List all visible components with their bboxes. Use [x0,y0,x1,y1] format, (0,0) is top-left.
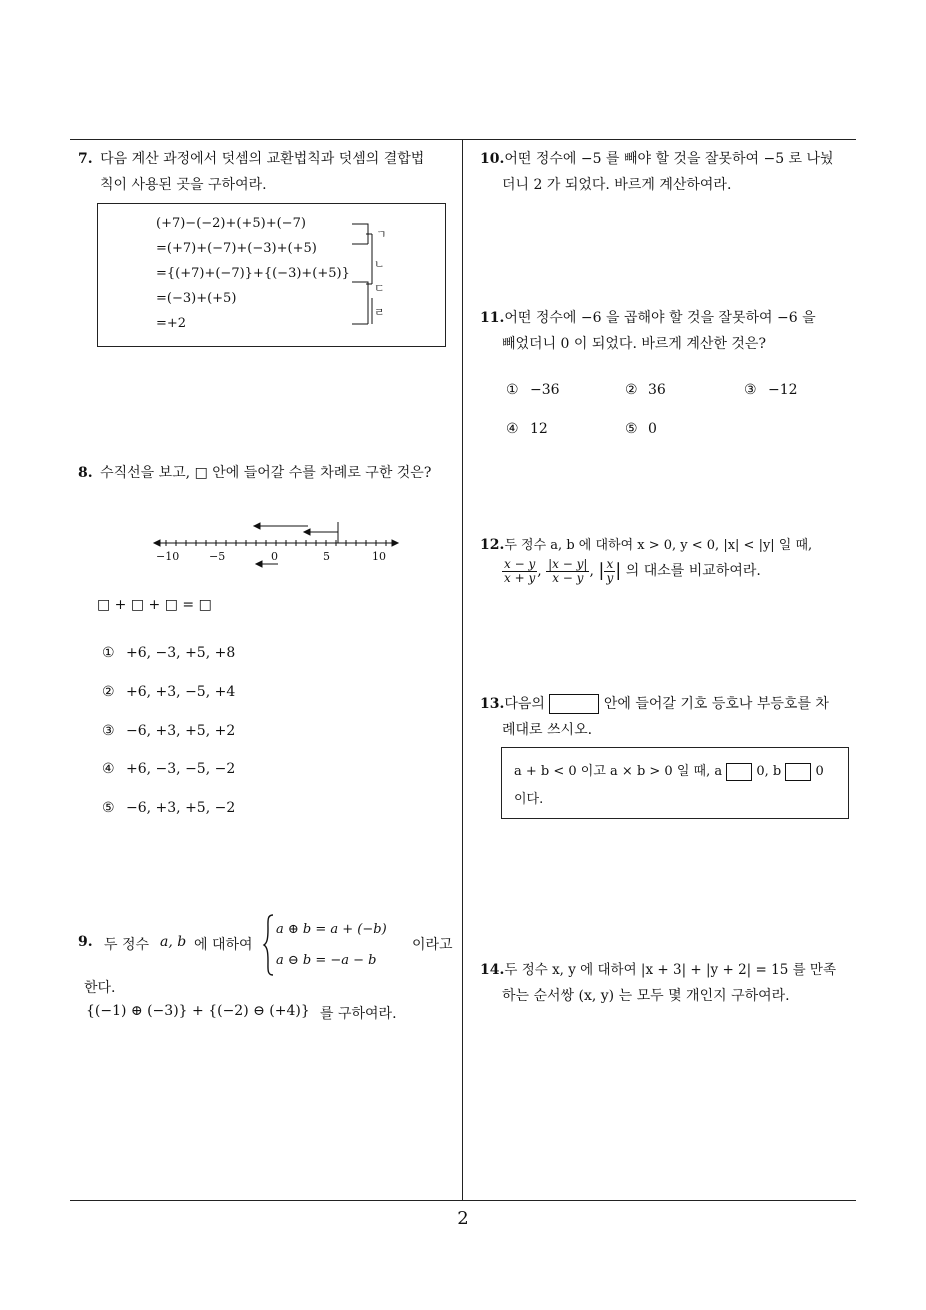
calc-line: =+2 [156,316,187,331]
choice-mark: ② [625,382,638,398]
choice-mark: ③ [744,382,757,398]
choice-text: −12 [768,382,798,398]
condition-line: 이다. [514,792,544,807]
answer-blank [549,694,599,714]
brace [262,913,276,977]
variables: a, b [160,934,187,950]
tick-label: 0 [271,550,278,563]
question-14 [480,957,865,1009]
calculation-box [97,203,446,347]
question-number: 10. [480,151,505,167]
question-text: 칙이 사용된 곳을 구하여라. [100,177,267,193]
question-text: 안에 들어갈 기호 등호나 부등호를 차 [603,696,829,712]
choice-text: +6, −3, −5, −2 [126,761,236,777]
question-text: 수직선을 보고, □ 안에 들어갈 수를 차례로 구한 것은? [100,465,432,481]
calc-line: =(+7)+(−7)+(−3)+(+5) [156,241,317,256]
tick-label: 10 [372,550,386,563]
question-number: 12. [480,537,505,553]
step-mark-3: ㄷ [374,282,385,295]
condition-box [501,747,849,819]
question-number: 13. [480,696,505,712]
choice-text: 12 [530,421,548,437]
question-11 [480,305,865,357]
question-text: 어떤 정수에 −5 를 빼야 할 것을 잘못하여 −5 로 나눴 [504,151,834,167]
tick-label: −10 [156,550,180,563]
answer-blank [785,763,811,781]
choice-text: −6, +3, +5, +2 [126,723,236,739]
question-text: 두 정수 a, b 에 대하여 x > 0, y < 0, |x| < |y| 일 때, [504,538,813,553]
page-number: 2 [457,1208,469,1229]
question-text: 이라고 [412,937,453,953]
choice-mark: ① [102,645,115,661]
question-8 [78,460,463,486]
tick-label: 5 [323,550,330,563]
question-text: 빼었더니 0 이 되었다. 바르게 계산한 것은? [502,336,766,352]
choice-text: 0 [648,421,657,437]
question-text: 더니 2 가 되었다. 바르게 계산하여라. [502,177,732,193]
fraction-2: $\frac{|x - y|}{x - y}$ [548,556,588,585]
choice-text: +6, +3, −5, +4 [126,684,236,700]
question-text: 를 구하여라. [320,1006,397,1022]
question-text: 의 대소를 비교하여라. [625,563,761,579]
choice-text: −36 [530,382,560,398]
answer-blank [726,763,752,781]
definition-2: a ⊖ b = −a − b [276,953,377,968]
calc-line: =(−3)+(+5) [156,291,237,306]
question-7 [78,146,458,198]
question-number: 7. [78,151,93,167]
question-text: 에 대하여 [194,937,253,953]
choice-mark: ③ [102,723,115,739]
choice-mark: ⑤ [625,421,638,437]
bottom-rule [70,1200,856,1201]
number-line-figure [150,518,410,578]
question-text: 한다. [84,980,116,996]
question-text: 하는 순서쌍 (x, y) 는 모두 몇 개인지 구하여라. [502,988,790,1004]
question-text: 다음 계산 과정에서 덧셈의 교환법칙과 덧셈의 결합법 [100,151,425,167]
fraction-1: $\frac{x - y}{x + y}$ [504,556,536,585]
step-mark-2: ㄴ [374,258,385,271]
question-text: 례대로 쓰시오. [502,722,593,738]
question-number: 14. [480,962,505,978]
choice-text: +6, −3, +5, +8 [126,645,236,661]
q12-fractions: $\frac{x - y}{x + y}$ , $\frac{|x - y|}{x - y}$ , | $\frac{x}{y}$ | 의 대소를 비교하여라. [504,556,761,585]
tick-label: −5 [209,550,226,563]
choice-mark: ④ [102,761,115,777]
choice-text: 36 [648,382,666,398]
fraction-3: $\frac{x}{y}$ [606,556,614,585]
blank-equation: □ + □ + □ = □ [97,597,212,613]
choice-mark: ⑤ [102,800,115,816]
top-rule [70,139,856,140]
question-text: 두 정수 [104,937,150,953]
choice-mark: ④ [506,421,519,437]
question-13 [480,691,865,743]
question-number: 11. [480,310,505,326]
expression: {(−1) ⊕ (−3)} + {(−2) ⊖ (+4)} [86,1003,310,1019]
calc-line: ={(+7)+(−7)}+{(−3)+(+5)} [156,266,350,281]
condition-line: a + b < 0 이고 a × b > 0 일 때, a 0, b 0 [514,764,824,779]
choice-text: −6, +3, +5, −2 [126,800,236,816]
question-text: 두 정수 x, y 에 대하여 |x + 3| + |y + 2| = 15 를 만족 [504,962,836,978]
step-mark-4: ㄹ [374,306,385,319]
calc-line: (+7)−(−2)+(+5)+(−7) [156,216,306,231]
question-10 [480,146,865,198]
question-number: 9. [78,934,93,950]
step-mark-1: ㄱ [376,228,387,241]
question-text: 다음의 [504,696,545,712]
question-number: 8. [78,465,93,481]
question-text: 어떤 정수에 −6 을 곱해야 할 것을 잘못하여 −6 을 [504,310,816,326]
choice-mark: ① [506,382,519,398]
definition-1: a ⊕ b = a + (−b) [276,922,387,937]
column-divider [462,139,463,1201]
choice-mark: ② [102,684,115,700]
